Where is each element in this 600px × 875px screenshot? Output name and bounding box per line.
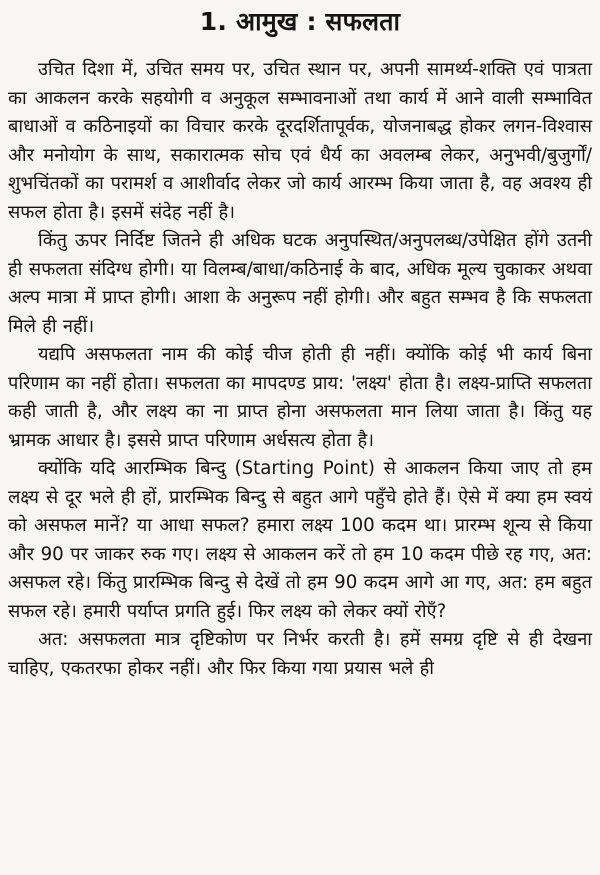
paragraph-5: अत: असफलता मात्र दृष्टिकोण पर निर्भर करती है। हमें समग्र दृष्टि से ही देखना चाहिए, एकतरफा होकर नहीं। और फिर किया गया प्रयास भले ही (8, 629, 592, 679)
paragraph-1: उचित दिशा में, उचित समय पर, उचित स्थान पर, अपनी सामर्थ्य-शक्ति एवं पात्रता का आकलन करके सहयोगी व अनुकूल सम्भावनाओं तथा कार्य में आने वाली सम्भावित बाधाओं व कठिनाइयों का विचार करके दूरदर्शितापूर्वक, योजनाबद्ध होकर लगन-विश्वास और मनोयोग के साथ, सकारात्मक सोच एवं धैर्य का अवलम्ब लेकर, अनुभवी/बुजुर्गों/शुभचिंतकों का परामर्श व आशीर्वाद लेकर जो कार्य आरम्भ किया जाता है, वह अवश्य ही सफल होता है। इसमें संदेह नहीं है। (8, 59, 592, 223)
paragraph-4: क्योंकि यदि आरम्भिक बिन्दु (Starting Point) से आकलन किया जाए तो हम लक्ष्य से दूर भले ही हों, प्रारम्भिक बिन्दु से बहुत आगे पहुँचे होते हैं। ऐसे में क्या हम स्वयं को असफल मानें? या आधा सफल? हमारा लक्ष्य 100 कदम था। प्रारम्भ शून्य से किया और 90 पर जाकर रुक गए। लक्ष्य से आकलन करें तो हम 10 कदम पीछे रह गए, अत: असफल रहे। किंतु प्रारम्भिक बिन्दु से देखें तो हम 90 कदम आगे आ गए, अत: हम बहुत सफल रहे। हमारी पर्याप्त प्रगति हुई। फिर लक्ष्य को लेकर क्यों रोएँ? (8, 458, 592, 622)
chapter-title: 1. आमुख : सफलता (199, 7, 401, 36)
paragraph-3: यद्यपि असफलता नाम की कोई चीज होती ही नहीं। क्योंकि कोई भी कार्य बिना परिणाम का नहीं होता। सफलता का मापदण्ड प्राय: 'लक्ष्य' होता है। लक्ष्य-प्राप्ति सफलता कही जाती है, और लक्ष्य का ना प्राप्त होना असफलता मान लिया जाता है। किंतु यह भ्रामक आधार है। इससे प्राप्त परिणाम अर्धसत्य होता है। (8, 344, 592, 451)
paragraph-2: किंतु ऊपर निर्दिष्ट जितने ही अधिक घटक अनुपस्थित/अनुपलब्ध/उपेक्षित होंगे उतनी ही सफलता संदिग्ध होगी। या विलम्ब/बाधा/कठिनाई के बाद, अधिक मूल्य चुकाकर अथवा अल्प मात्रा में प्राप्त होगी। आशा के अनुरूप नहीं होगी। और बहुत सम्भव है कि सफलता मिले ही नहीं। (8, 230, 592, 337)
